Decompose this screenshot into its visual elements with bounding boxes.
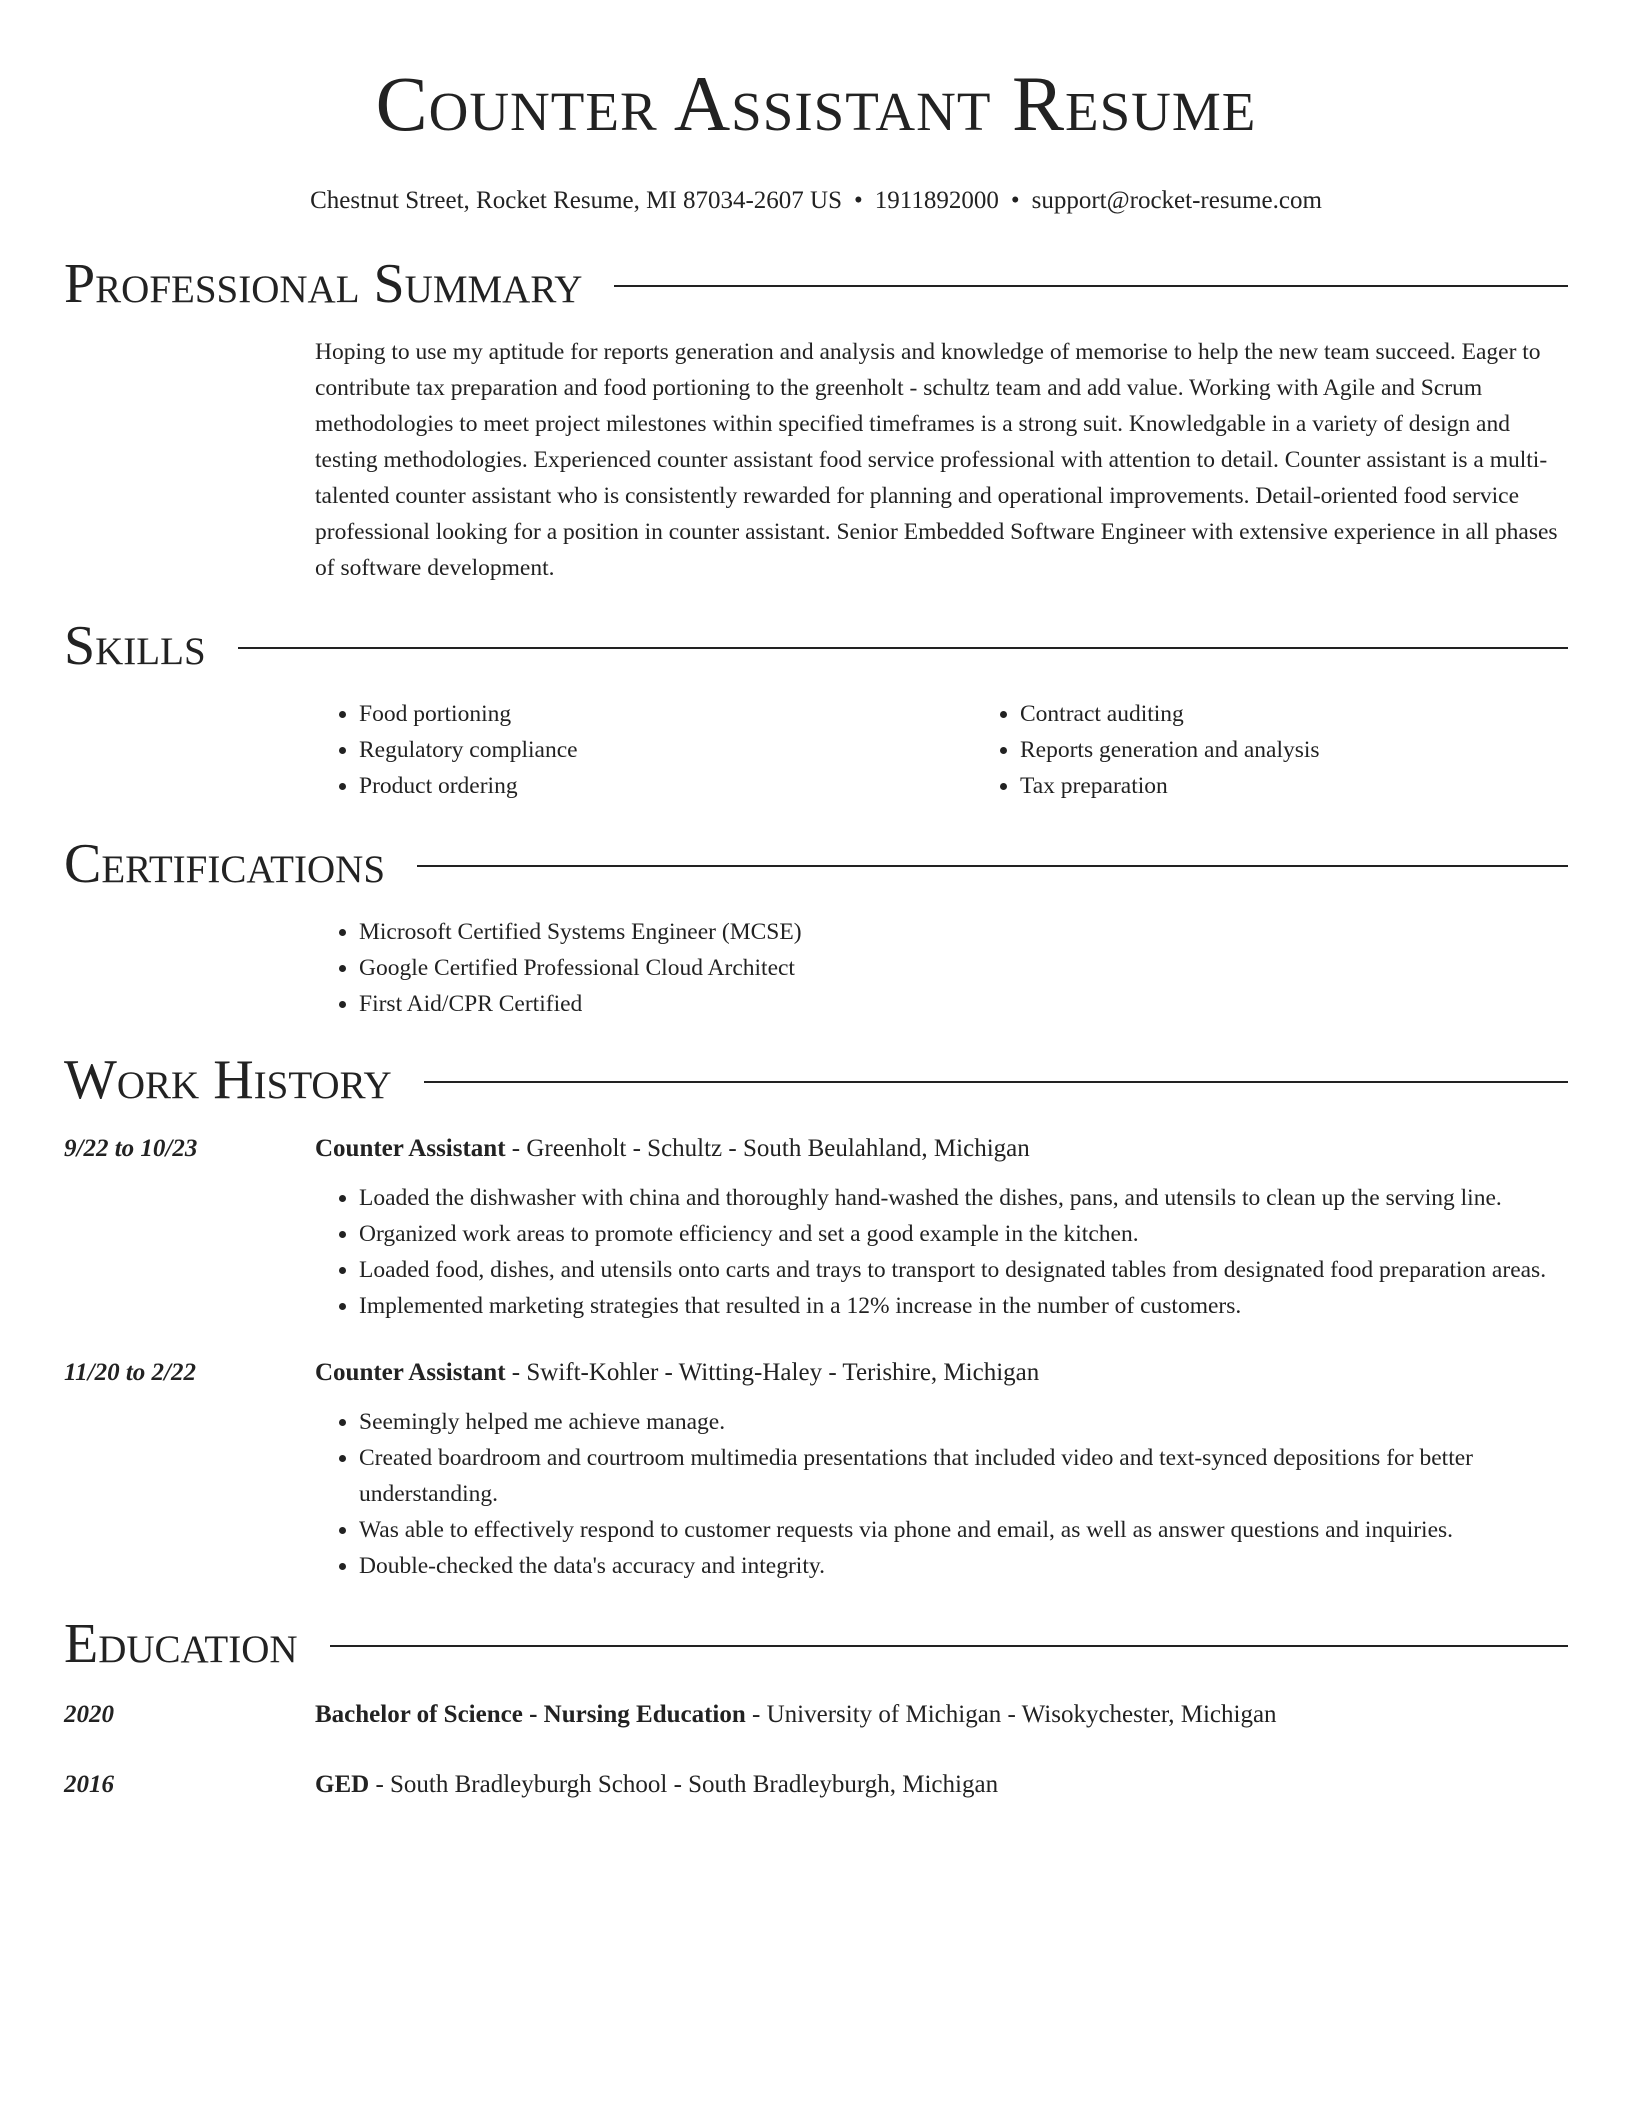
separator: • <box>1010 187 1020 214</box>
job-bullet: • Created boardroom and courtroom multimedia presentations that included video and text-synced depositions for better understanding. <box>359 1440 1568 1512</box>
section-skills-header <box>64 616 1568 676</box>
job-entry <box>64 1356 1568 1584</box>
job-title: Counter Assistant <box>315 1359 506 1386</box>
education-entry <box>64 1698 1568 1732</box>
address: Chestnut Street, Rocket Resume, MI 87034-2607 US <box>310 187 842 214</box>
certification-item: • Google Certified Professional Cloud Architect <box>359 950 802 986</box>
education-degree: Bachelor of Science - Nursing Education <box>315 1701 746 1728</box>
certifications-row <box>64 914 1568 1022</box>
skill-item: • Reports generation and analysis <box>1020 732 1632 768</box>
skill-item: • Tax preparation <box>1020 768 1632 804</box>
job-heading <box>315 1356 1568 1390</box>
email: support@rocket-resume.com <box>1031 187 1322 214</box>
separator: • <box>854 187 863 214</box>
skills-list <box>315 696 1632 804</box>
skill-item: • Regulatory compliance <box>359 732 976 768</box>
job-bullet: • Double-checked the data's accuracy and integrity. <box>359 1548 1568 1584</box>
job-details: - Greenholt - Schultz - South Beulahland, Michigan <box>505 1135 1030 1162</box>
job-bullet: • Seemingly helped me achieve manage. <box>359 1404 1568 1440</box>
section-heading: Skills <box>64 615 206 677</box>
section-heading: Certifications <box>64 833 386 895</box>
skills-column-left <box>315 696 976 804</box>
summary-row <box>64 334 1568 586</box>
education-entry <box>64 1768 1568 1802</box>
skills-column-right <box>976 696 1632 804</box>
education-year: 2020 <box>64 1701 114 1728</box>
section-rule <box>238 647 1568 649</box>
section-rule <box>614 285 1568 287</box>
certifications-list <box>315 914 802 1022</box>
job-bullets <box>315 1404 1568 1584</box>
job-entry <box>64 1132 1568 1324</box>
section-rule <box>330 1645 1568 1647</box>
job-bullet: • Organized work areas to promote efficiency and set a good example in the kitchen. <box>359 1216 1568 1252</box>
job-bullet: • Loaded food, dishes, and utensils onto carts and trays to transport to designated tables from designated food preparation areas. <box>359 1252 1568 1288</box>
job-bullet: • Implemented marketing strategies that resulted in a 12% increase in the number of customers. <box>359 1288 1568 1324</box>
education-degree: GED <box>315 1771 370 1798</box>
summary-text: Hoping to use my aptitude for reports generation and analysis and knowledge of memorise to help the new team succeed. Eager to contribute tax preparation and food portioning to the greenholt - schultz team and add value. Working with Agile and Scrum methodologies to meet project milestones within specified timeframes is a strong suit. Knowledgable in a variety of design and testing methodologies. Experienced counter assistant food service professional with attention to detail. Counter assistant is a multi-talented counter assistant who is consistently rewarded for planning and operational improvements. Detail-oriented food service professional looking for a position in counter assistant. Senior Embedded Software Engineer with extensive experience in all phases of software development. <box>315 339 1558 581</box>
education-year: 2016 <box>64 1771 114 1798</box>
contact-line <box>64 186 1568 216</box>
job-title: Counter Assistant <box>315 1135 506 1162</box>
certification-item: • First Aid/CPR Certified <box>359 986 802 1022</box>
section-rule <box>417 865 1568 867</box>
job-bullets <box>315 1180 1568 1324</box>
resume-title: Counter Assistant Resume <box>375 60 1257 147</box>
skill-item: • Contract auditing <box>1020 696 1632 732</box>
certification-item: • Microsoft Certified Systems Engineer (MCSE) <box>359 914 802 950</box>
job-heading <box>315 1132 1568 1166</box>
skills-row <box>64 676 1568 804</box>
skill-item: • Food portioning <box>359 696 976 732</box>
education-details: - University of Michigan - Wisokychester, Michigan <box>745 1701 1277 1728</box>
section-work-header <box>64 1050 1568 1110</box>
section-heading: Professional Summary <box>64 253 583 315</box>
job-dates: 11/20 to 2/22 <box>64 1359 196 1386</box>
section-certifications-header <box>64 834 1568 894</box>
job-details: - Swift-Kohler - Witting-Haley - Terishire, Michigan <box>505 1359 1040 1386</box>
section-heading: Work History <box>64 1049 392 1111</box>
section-heading: Education <box>64 1613 298 1675</box>
skill-item: • Product ordering <box>359 768 976 804</box>
job-bullet: • Loaded the dishwasher with china and thoroughly hand-washed the dishes, pans, and utensils to clean up the serving line. <box>359 1180 1568 1216</box>
section-summary-header <box>64 254 1568 314</box>
section-education-header <box>64 1614 1568 1674</box>
job-dates: 9/22 to 10/23 <box>64 1135 198 1162</box>
job-bullet: • Was able to effectively respond to customer requests via phone and email, as well as answer questions and inquiries. <box>359 1512 1568 1548</box>
resume-page <box>64 0 1568 1802</box>
education-details: - South Bradleyburgh School - South Bradleyburgh, Michigan <box>369 1771 999 1798</box>
phone: 1911892000 <box>874 187 999 214</box>
section-rule <box>424 1081 1568 1083</box>
